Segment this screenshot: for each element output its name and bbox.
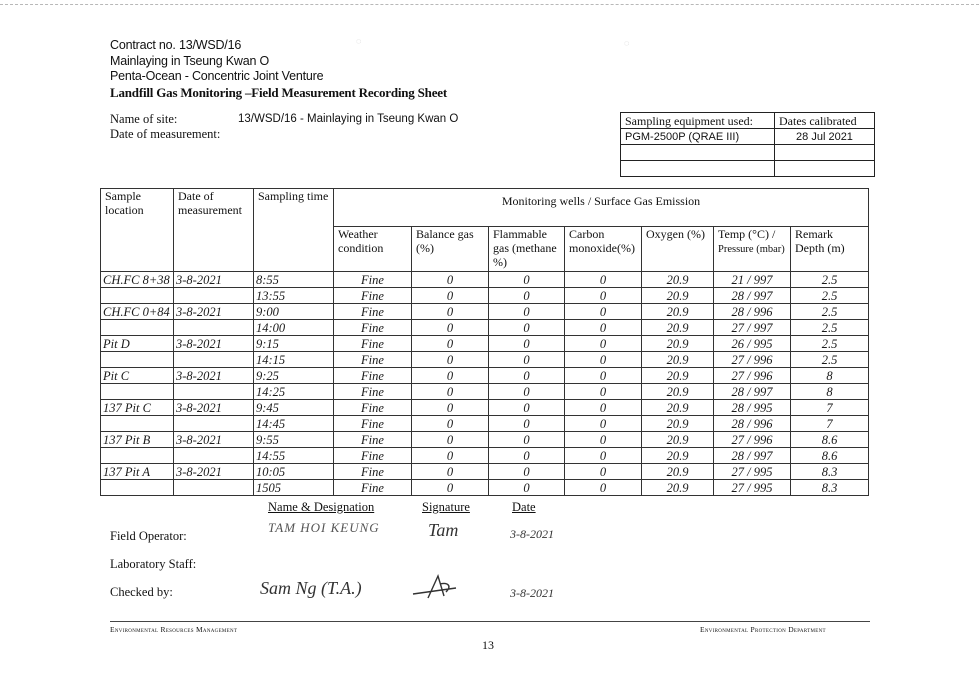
site-name-value: 13/WSD/16 - Mainlaying in Tseung Kwan O [238,113,459,125]
cell-date [174,288,254,304]
cell-flammable: 0 [489,352,565,368]
cell-location: 137 Pit B [101,432,174,448]
contractor-name: Penta-Ocean - Concentric Joint Venture [110,69,324,83]
cell-temp: 26 / 995 [714,336,791,352]
col-balance-gas: Balance gas (%) [412,227,489,272]
cell-weather: Fine [334,416,412,432]
cell-date: 3-8-2021 [174,272,254,288]
table-row [101,416,869,432]
cell-date [174,352,254,368]
cell-location [101,384,174,400]
cell-balance: 0 [412,352,489,368]
cell-time: 9:15 [254,336,334,352]
cell-remark: 8 [791,368,869,384]
measurement-date-label: Date of measurement: [110,127,221,141]
cell-date: 3-8-2021 [174,368,254,384]
cell-oxygen: 20.9 [642,336,714,352]
table-row [101,480,869,496]
field-operator-name: TAM HOI KEUNG [268,520,380,535]
cell-remark: 8 [791,384,869,400]
cell-location [101,352,174,368]
checked-by-label: Checked by: [110,585,173,599]
cell-balance: 0 [412,336,489,352]
cell-oxygen: 20.9 [642,480,714,496]
cell-weather: Fine [334,464,412,480]
cell-flammable: 0 [489,400,565,416]
table-row [101,352,869,368]
cell-co: 0 [565,368,642,384]
cell-flammable: 0 [489,464,565,480]
cell-remark: 2.5 [791,336,869,352]
cell-remark: 2.5 [791,272,869,288]
cell-location: Pit C [101,368,174,384]
cell-date: 3-8-2021 [174,464,254,480]
cell-time: 8:55 [254,272,334,288]
field-operator-signature: Tam [428,520,459,540]
footer-right: Environmental Protection Department [700,625,826,634]
cell-temp: 27 / 996 [714,432,791,448]
equipment-cell [621,161,775,177]
cell-balance: 0 [412,416,489,432]
cell-oxygen: 20.9 [642,368,714,384]
equipment-header: Sampling equipment used: [621,113,775,129]
cell-flammable: 0 [489,368,565,384]
cell-flammable: 0 [489,448,565,464]
cell-time: 14:55 [254,448,334,464]
cell-oxygen: 20.9 [642,432,714,448]
cell-remark: 7 [791,400,869,416]
cell-co: 0 [565,336,642,352]
table-row [101,400,869,416]
cell-temp: 27 / 997 [714,320,791,336]
cell-oxygen: 20.9 [642,272,714,288]
cell-remark: 2.5 [791,304,869,320]
cell-flammable: 0 [489,304,565,320]
top-scan-border [0,4,979,5]
calibration-date-cell [775,161,875,177]
cell-co: 0 [565,352,642,368]
cell-balance: 0 [412,272,489,288]
table-row [101,448,869,464]
cell-weather: Fine [334,320,412,336]
table-row [101,336,869,352]
signature-scribble [410,572,460,602]
cell-co: 0 [565,320,642,336]
cell-location: 137 Pit C [101,400,174,416]
cell-oxygen: 20.9 [642,384,714,400]
cell-remark: 8.3 [791,464,869,480]
table-row [101,304,869,320]
cell-time: 14:25 [254,384,334,400]
cell-time: 1505 [254,480,334,496]
signature-heading: Signature [422,500,470,514]
cell-time: 9:25 [254,368,334,384]
equipment-cell: PGM-2500P (QRAE III) [621,129,775,145]
field-operator-date: 3-8-2021 [510,527,554,541]
cell-oxygen: 20.9 [642,304,714,320]
cell-location [101,288,174,304]
group-header: Monitoring wells / Surface Gas Emission [334,189,869,227]
cell-flammable: 0 [489,480,565,496]
cell-temp: 28 / 997 [714,288,791,304]
col-temp: Temp (°C) / [718,227,776,241]
col-pressure: Pressure (mbar) [718,244,785,255]
checked-by-name: Sam Ng (T.A.) [260,578,362,598]
cell-co: 0 [565,448,642,464]
field-operator-label: Field Operator: [110,529,187,543]
cell-temp: 28 / 996 [714,416,791,432]
cell-co: 0 [565,384,642,400]
cell-temp: 27 / 995 [714,464,791,480]
calibration-date-header: Dates calibrated [775,113,875,129]
cell-temp: 27 / 996 [714,352,791,368]
cell-temp: 28 / 995 [714,400,791,416]
sheet-title: Landfill Gas Monitoring –Field Measurement Recording Sheet [110,84,447,100]
cell-flammable: 0 [489,416,565,432]
col-flammable-gas: Flammable gas (methane %) [489,227,565,272]
cell-balance: 0 [412,448,489,464]
col-sample-location: Sample location [101,189,174,272]
cell-balance: 0 [412,432,489,448]
cell-time: 14:00 [254,320,334,336]
table-row [101,384,869,400]
table-row [101,272,869,288]
contract-number: Contract no. 13/WSD/16 [110,38,242,52]
cell-oxygen: 20.9 [642,464,714,480]
cell-oxygen: 20.9 [642,416,714,432]
cell-weather: Fine [334,400,412,416]
cell-co: 0 [565,480,642,496]
col-date-of-measurement: Date of measurement [174,189,254,272]
cell-weather: Fine [334,368,412,384]
cell-date [174,416,254,432]
cell-date [174,320,254,336]
col-temp-pressure [714,227,791,272]
cell-time: 9:45 [254,400,334,416]
cell-time: 13:55 [254,288,334,304]
cell-co: 0 [565,464,642,480]
cell-temp: 28 / 997 [714,384,791,400]
cell-weather: Fine [334,480,412,496]
cell-weather: Fine [334,432,412,448]
cell-weather: Fine [334,384,412,400]
cell-date: 3-8-2021 [174,336,254,352]
cell-location [101,416,174,432]
equipment-table [620,112,875,177]
cell-temp: 27 / 996 [714,368,791,384]
cell-location [101,448,174,464]
cell-remark: 2.5 [791,320,869,336]
cell-weather: Fine [334,304,412,320]
cell-co: 0 [565,272,642,288]
calibration-date-cell: 28 Jul 2021 [775,129,875,145]
cell-balance: 0 [412,304,489,320]
cell-remark: 7 [791,416,869,432]
cell-co: 0 [565,288,642,304]
cell-time: 10:05 [254,464,334,480]
cell-location: Pit D [101,336,174,352]
cell-balance: 0 [412,368,489,384]
table-row [101,368,869,384]
calibration-date-cell [775,145,875,161]
cell-location: 137 Pit A [101,464,174,480]
cell-time: 9:55 [254,432,334,448]
footer-left: Environmental Resources Management [110,625,238,634]
cell-flammable: 0 [489,336,565,352]
cell-co: 0 [565,432,642,448]
cell-flammable: 0 [489,288,565,304]
measurement-table [100,188,869,496]
page-number: 13 [482,638,494,652]
col-weather: Weather condition [334,227,412,272]
cell-date [174,480,254,496]
checked-by-signature [410,572,460,607]
table-row [101,288,869,304]
cell-remark: 8.3 [791,480,869,496]
cell-location [101,320,174,336]
cell-balance: 0 [412,400,489,416]
cell-flammable: 0 [489,384,565,400]
table-row [101,320,869,336]
cell-co: 0 [565,304,642,320]
table-row [101,464,869,480]
col-sampling-time: Sampling time [254,189,334,272]
cell-temp: 28 / 997 [714,448,791,464]
cell-weather: Fine [334,336,412,352]
cell-oxygen: 20.9 [642,448,714,464]
cell-balance: 0 [412,320,489,336]
cell-location: CH.FC 8+38 [101,272,174,288]
col-remark: Remark Depth (m) [791,227,869,272]
col-oxygen: Oxygen (%) [642,227,714,272]
cell-co: 0 [565,416,642,432]
scan-smudge: ◌ [356,36,362,46]
cell-location: CH.FC 0+84 [101,304,174,320]
site-name-label: Name of site: [110,112,178,126]
cell-balance: 0 [412,480,489,496]
cell-weather: Fine [334,352,412,368]
table-row [101,432,869,448]
cell-time: 14:45 [254,416,334,432]
cell-date: 3-8-2021 [174,304,254,320]
col-carbon-monoxide: Carbon monoxide(%) [565,227,642,272]
cell-balance: 0 [412,384,489,400]
cell-balance: 0 [412,464,489,480]
cell-remark: 2.5 [791,352,869,368]
cell-oxygen: 20.9 [642,352,714,368]
cell-date: 3-8-2021 [174,400,254,416]
laboratory-staff-label: Laboratory Staff: [110,557,197,571]
cell-date: 3-8-2021 [174,432,254,448]
equipment-cell [621,145,775,161]
cell-balance: 0 [412,288,489,304]
cell-time: 9:00 [254,304,334,320]
scan-smudge: ◌ [624,38,630,48]
project-name: Mainlaying in Tseung Kwan O [110,53,270,68]
cell-weather: Fine [334,272,412,288]
date-heading: Date [512,500,536,514]
cell-temp: 28 / 996 [714,304,791,320]
cell-oxygen: 20.9 [642,320,714,336]
cell-date [174,448,254,464]
cell-remark: 8.6 [791,432,869,448]
cell-temp: 27 / 995 [714,480,791,496]
signature-block [110,500,710,610]
cell-weather: Fine [334,448,412,464]
cell-oxygen: 20.9 [642,400,714,416]
name-designation-heading: Name & Designation [268,500,375,514]
cell-oxygen: 20.9 [642,288,714,304]
cell-co: 0 [565,400,642,416]
cell-flammable: 0 [489,432,565,448]
cell-remark: 2.5 [791,288,869,304]
cell-temp: 21 / 997 [714,272,791,288]
cell-remark: 8.6 [791,448,869,464]
site-info [110,112,459,142]
footer-rule [110,621,870,622]
cell-weather: Fine [334,288,412,304]
cell-date [174,384,254,400]
document-header [110,38,447,100]
cell-location [101,480,174,496]
table-body [101,272,869,496]
checked-by-date: 3-8-2021 [510,586,554,600]
cell-time: 14:15 [254,352,334,368]
cell-flammable: 0 [489,272,565,288]
cell-flammable: 0 [489,320,565,336]
